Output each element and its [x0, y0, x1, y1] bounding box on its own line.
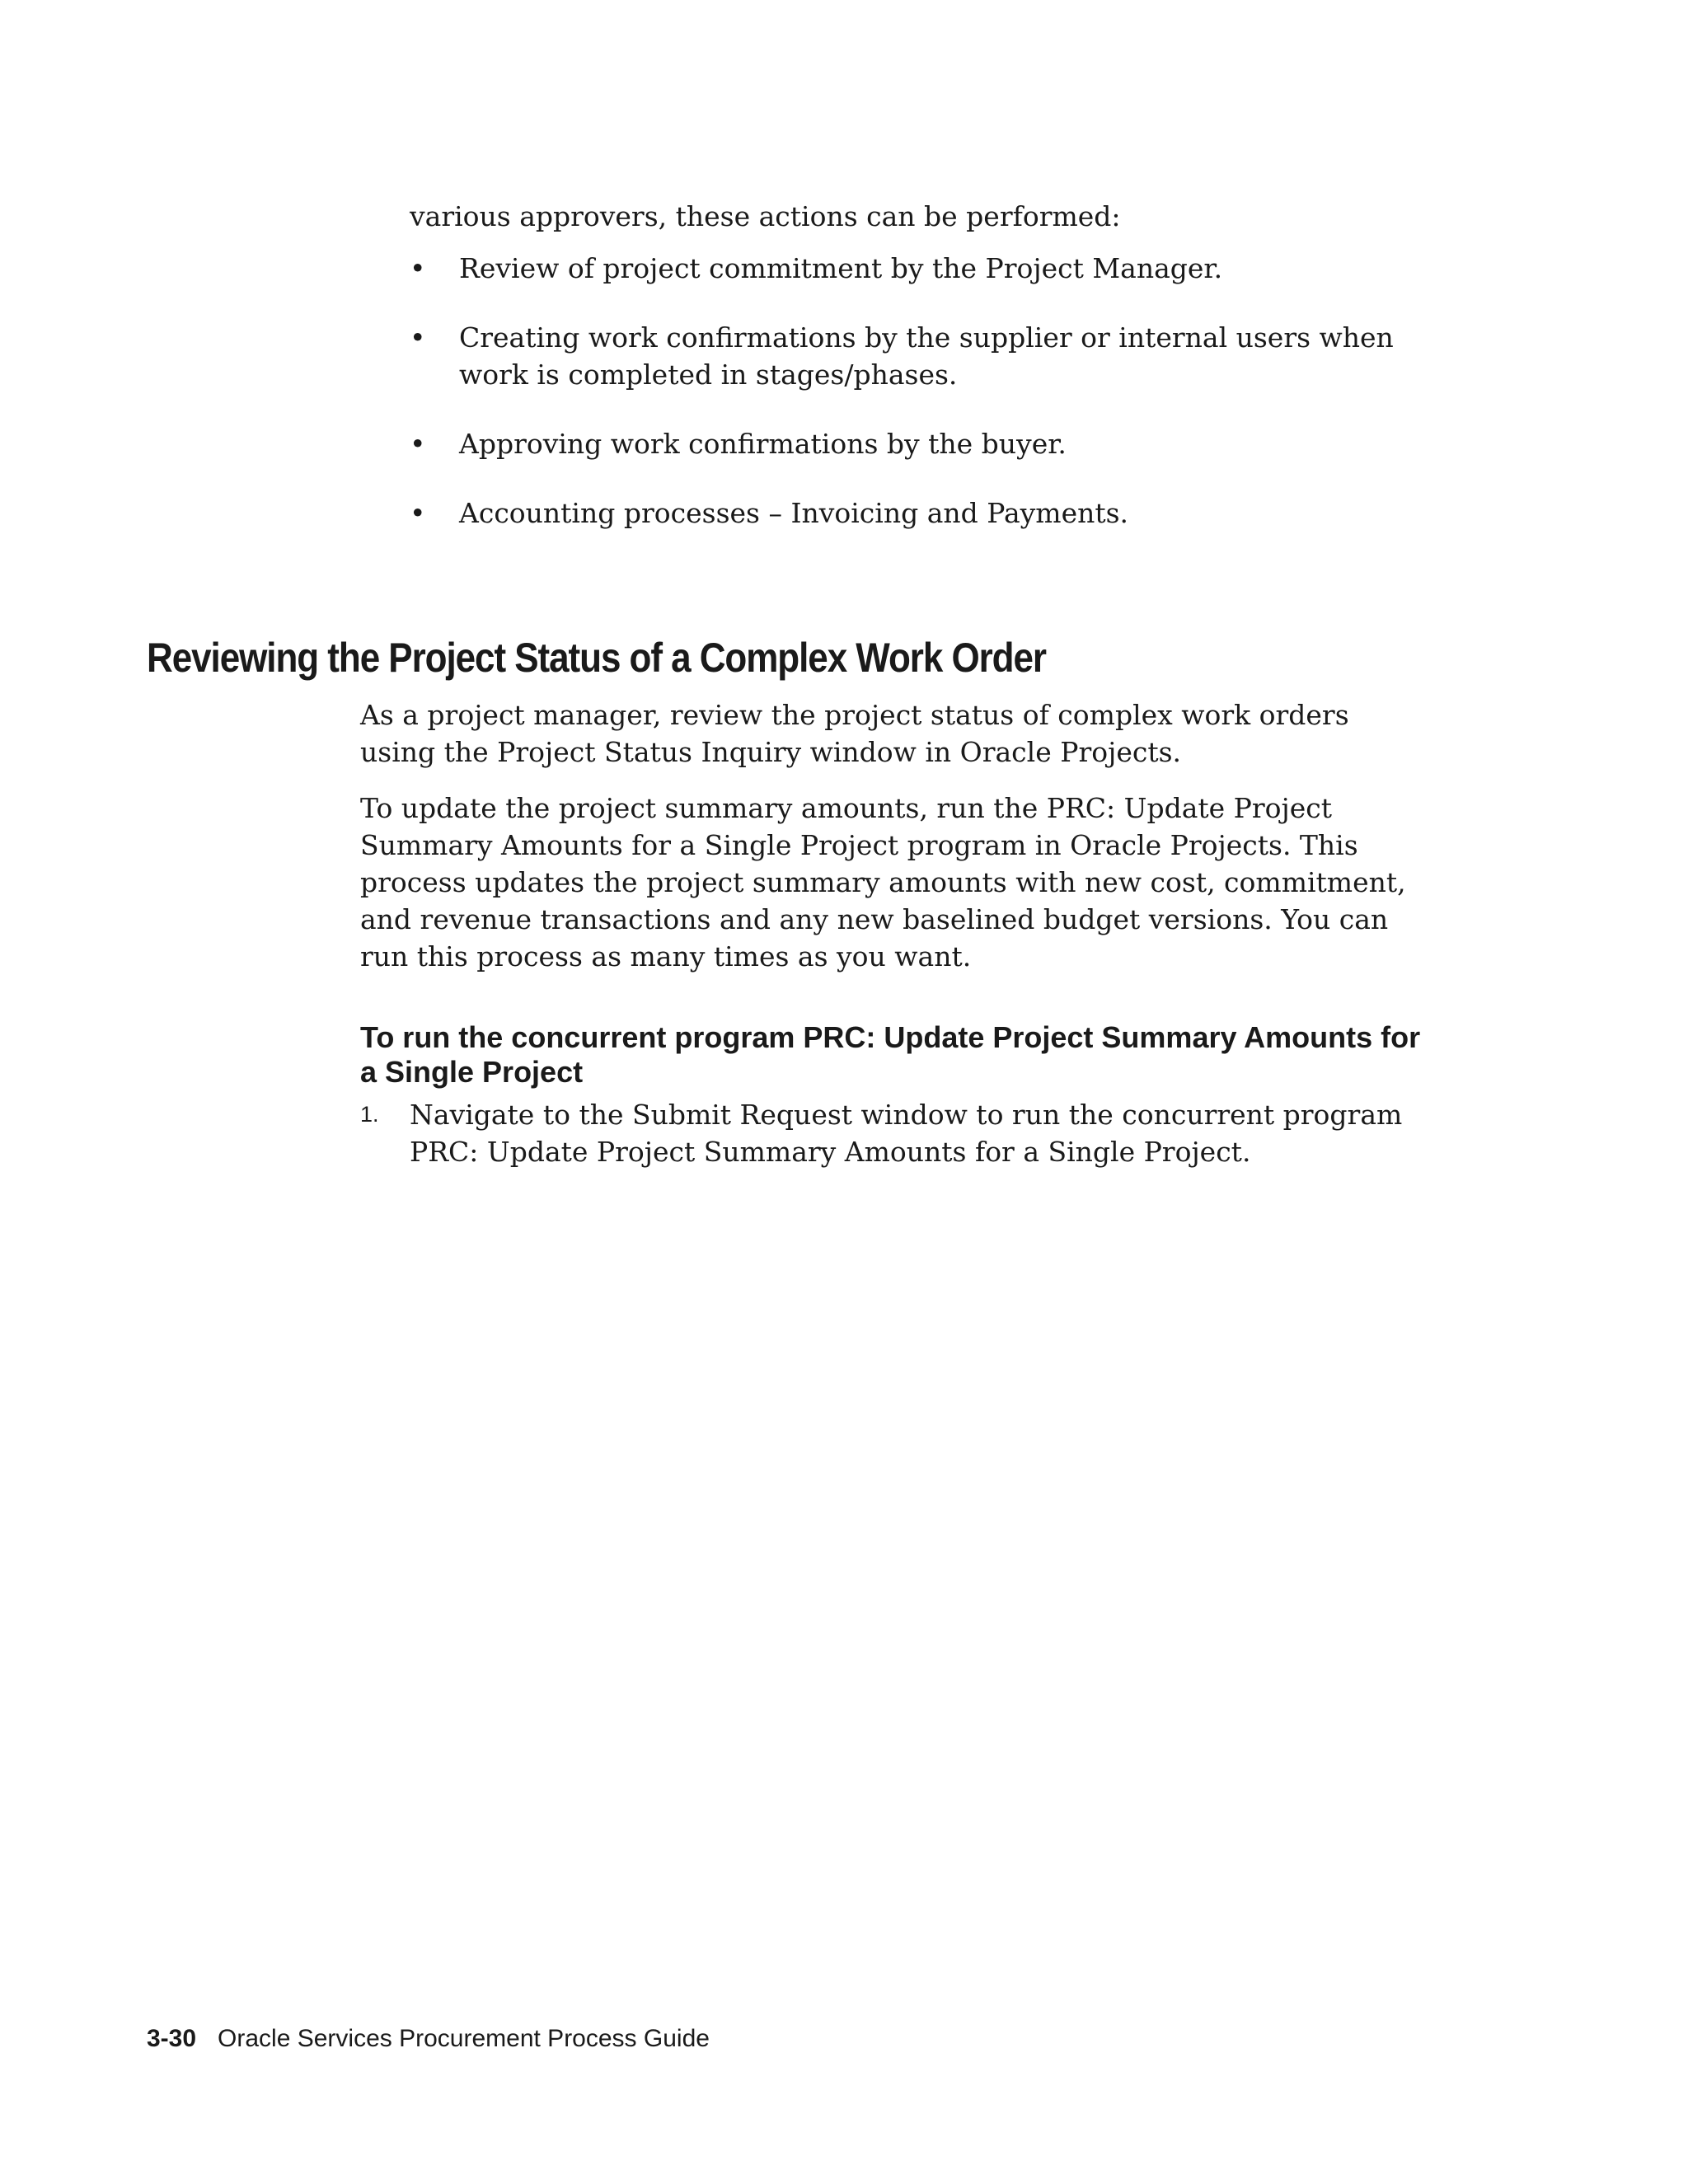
bullet-text: Creating work confirmations by the supplier or internal users when work is completed in stages/phases. — [459, 321, 1394, 391]
list-item — [410, 319, 1440, 393]
procedure-steps — [360, 1096, 1423, 1170]
list-item — [410, 425, 1440, 462]
section-heading: Reviewing the Project Status of a Complex Work Order — [147, 635, 1046, 681]
actions-bullet-list — [410, 250, 1440, 564]
step-text: Navigate to the Submit Request window to run the concurrent program PRC: Update Project Summary Amounts for a Single Project. — [410, 1099, 1403, 1168]
page-footer — [147, 2024, 710, 2054]
list-item — [410, 250, 1440, 287]
bullet-text: Review of project commitment by the Project Manager. — [459, 252, 1223, 284]
bullet-icon: • — [410, 428, 426, 460]
bullet-icon: • — [410, 497, 426, 529]
bullet-text: Accounting processes – Invoicing and Payments. — [459, 497, 1129, 529]
intro-text: various approvers, these actions can be performed: — [410, 200, 1121, 232]
procedure-heading: To run the concurrent program PRC: Update Project Summary Amounts for a Single Project — [360, 1020, 1421, 1089]
book-title: Oracle Services Procurement Process Guide — [218, 2025, 710, 2052]
step-item — [360, 1096, 1423, 1170]
list-item — [410, 494, 1440, 532]
section-paragraph: To update the project summary amounts, run the PRC: Update Project Summary Amounts for a Single Project program in Oracle Projects. This process updates the project summary amounts with new cost, commitment, and revenue transactions and any new baselined budget versions. You can run this process as many times as you want. — [360, 792, 1406, 972]
bullet-text: Approving work confirmations by the buyer. — [459, 428, 1067, 460]
page-number: 3-30 — [147, 2025, 197, 2052]
bullet-icon: • — [410, 321, 426, 354]
section-paragraph: As a project manager, review the project status of complex work orders using the Project Status Inquiry window in Oracle Projects. — [360, 699, 1349, 768]
step-number: 1. — [360, 1102, 379, 1127]
bullet-icon: • — [410, 252, 426, 284]
